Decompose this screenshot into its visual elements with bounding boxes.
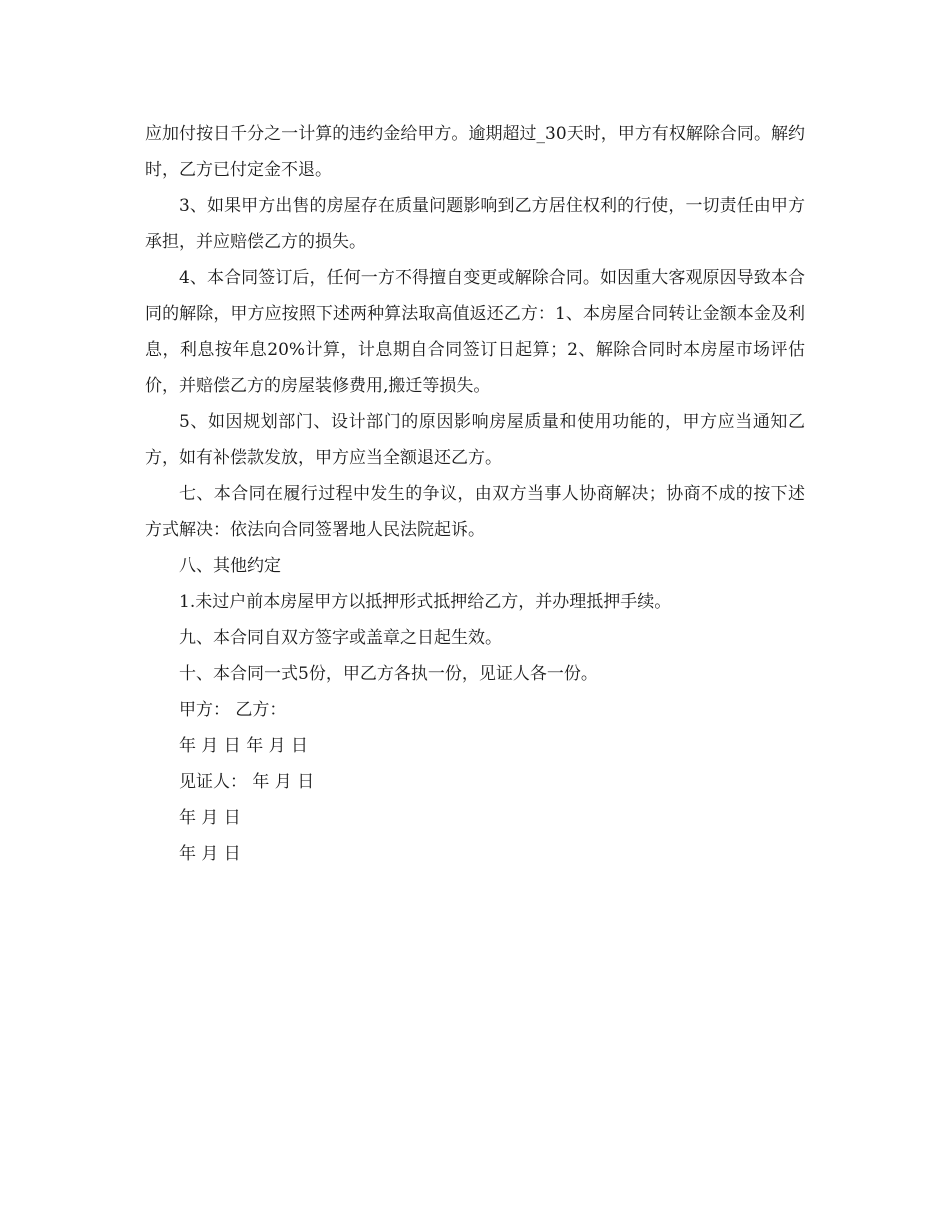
signature-date-2: 年 月 日 <box>179 844 241 864</box>
paragraph-section-10-copies: 十、本合同一式5份，甲乙方各执一份，见证人各一份。 <box>179 664 598 684</box>
paragraph-clause-5-planning: 5、如因规划部门、设计部门的原因影响房屋质量和使用功能的，甲方应当通知乙方，如有补偿款发放，甲方应当全额退还乙方。 <box>145 412 805 468</box>
signature-witness: 见证人： 年 月 日 <box>179 772 315 792</box>
paragraph-section-7-disputes: 七、本合同在履行过程中发生的争议，由双方当事人协商解决；协商不成的按下述方式解决：依法向合同签署地人民法院起诉。 <box>145 484 805 540</box>
signature-parties: 甲方： 乙方： <box>179 700 287 720</box>
signature-date-1: 年 月 日 <box>179 808 241 828</box>
signature-dates-parties: 年 月 日 年 月 日 <box>179 736 309 756</box>
paragraph-section-8-heading: 八、其他约定 <box>179 556 281 576</box>
document-body <box>145 116 805 872</box>
paragraph-section-8-item-1: 1.未过户前本房屋甲方以抵押形式抵押给乙方，并办理抵押手续。 <box>179 592 672 612</box>
paragraph-clause-3-quality: 3、如果甲方出售的房屋存在质量问题影响到乙方居住权利的行使，一切责任由甲方承担，并应赔偿乙方的损失。 <box>145 196 805 252</box>
paragraph-section-9-effective: 九、本合同自双方签字或盖章之日起生效。 <box>179 628 502 648</box>
paragraph-penalty-terms: 应加付按日千分之一计算的违约金给甲方。逾期超过_30天时，甲方有权解除合同。解约时，乙方已付定金不退。 <box>145 124 805 180</box>
paragraph-clause-4-termination: 4、本合同签订后，任何一方不得擅自变更或解除合同。如因重大客观原因导致本合同的解除，甲方应按照下述两种算法取高值返还乙方：1、本房屋合同转让金额本金及利息，利息按年息20%计算，计息期自合同签订日起算；2、解除合同时本房屋市场评估价，并赔偿乙方的房屋装修费用,搬迁等损失。 <box>145 268 805 396</box>
